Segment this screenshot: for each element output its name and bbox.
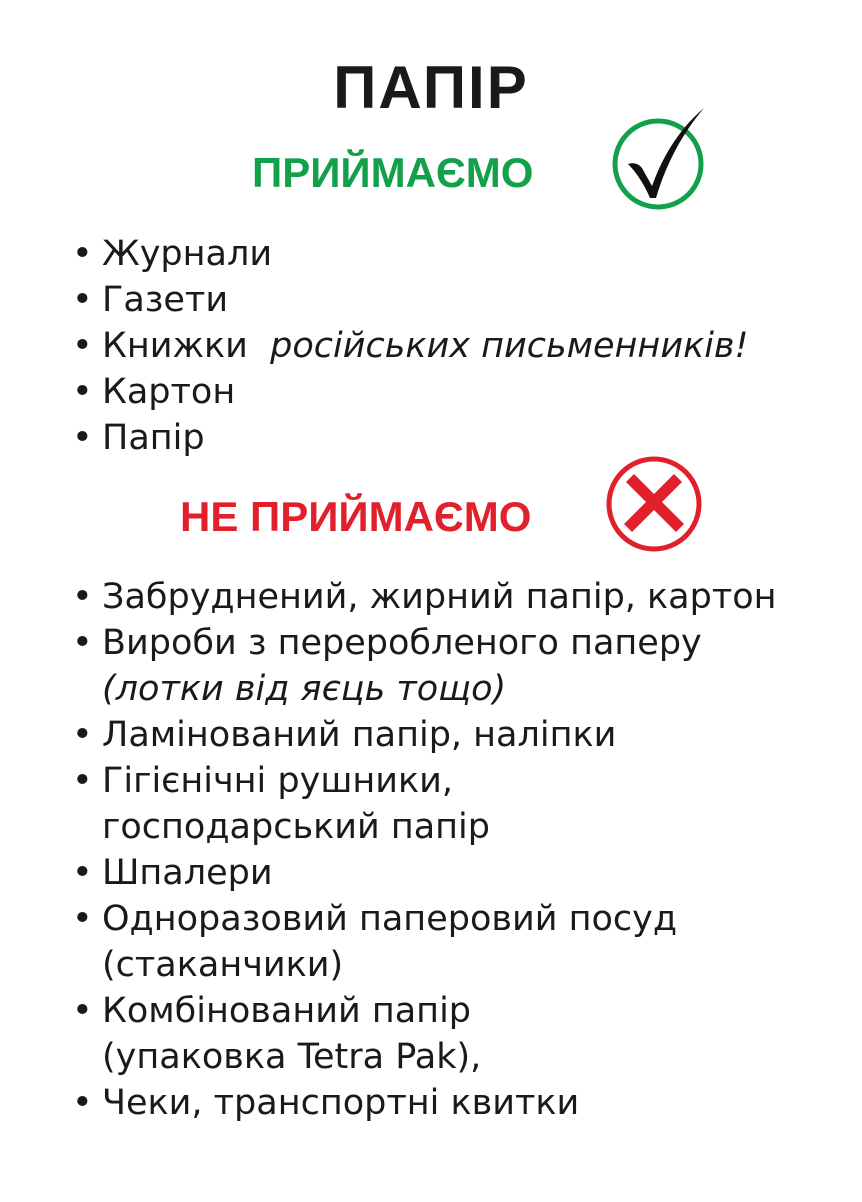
check-circle-icon: [606, 106, 710, 210]
bullet: •: [72, 853, 93, 893]
bullet: •: [72, 280, 93, 320]
bullet: •: [72, 1083, 93, 1123]
item-text: Чеки, транспортні квитки: [102, 1083, 580, 1123]
bullet: •: [72, 991, 93, 1031]
item-text: Книжки: [102, 326, 248, 366]
list-item: [72, 988, 777, 1080]
item-text: Одноразовий паперовий посуд: [102, 899, 678, 939]
bullet: •: [72, 715, 93, 755]
item-text: Комбінований папір: [102, 991, 472, 1031]
item-text-line2: господарський папір: [102, 807, 490, 847]
item-text: Картон: [102, 372, 236, 412]
item-text: Папір: [102, 418, 205, 458]
list-item: [72, 896, 777, 988]
accepted-items-list: [72, 231, 749, 461]
list-item: [72, 323, 749, 369]
item-text-line2: (упаковка Tetra Pak),: [102, 1037, 482, 1077]
item-text: Ламінований папір, наліпки: [102, 715, 617, 755]
item-note: російських письменників!: [270, 326, 749, 366]
page-title: ПАПІР: [333, 54, 529, 121]
item-text: Шпалери: [102, 853, 273, 893]
list-item: [72, 231, 749, 277]
list-item: [72, 277, 749, 323]
list-item: [72, 1080, 777, 1126]
item-note: (лотки від яєць тощо): [102, 669, 507, 709]
bullet: •: [72, 899, 93, 939]
accept-heading: ПРИЙМАЄМО: [252, 149, 534, 196]
reject-heading: НЕ ПРИЙМАЄМО: [180, 493, 532, 540]
accept-section-header: [0, 100, 862, 220]
bullet: •: [72, 761, 93, 801]
reject-section-header: [0, 450, 862, 570]
item-text: Гігієнічні рушники,: [102, 761, 454, 801]
item-text: Забруднений, жирний папір, картон: [102, 577, 777, 617]
list-item: [72, 369, 749, 415]
list-item: [72, 850, 777, 896]
bullet: •: [72, 326, 93, 366]
x-circle-icon: [604, 452, 704, 552]
bullet: •: [72, 577, 93, 617]
item-text: Вироби з переробленого паперу: [102, 623, 702, 663]
bullet: •: [72, 418, 93, 458]
bullet: •: [72, 623, 93, 663]
list-item: [72, 574, 777, 620]
item-text: Журнали: [102, 234, 273, 274]
list-item: [72, 712, 777, 758]
rejected-items-list: [72, 574, 777, 1126]
bullet: •: [72, 234, 93, 274]
item-text: Газети: [102, 280, 229, 320]
list-item: [72, 758, 777, 850]
item-text-line2: (стаканчики): [102, 945, 344, 985]
bullet: •: [72, 372, 93, 412]
list-item: [72, 620, 777, 712]
